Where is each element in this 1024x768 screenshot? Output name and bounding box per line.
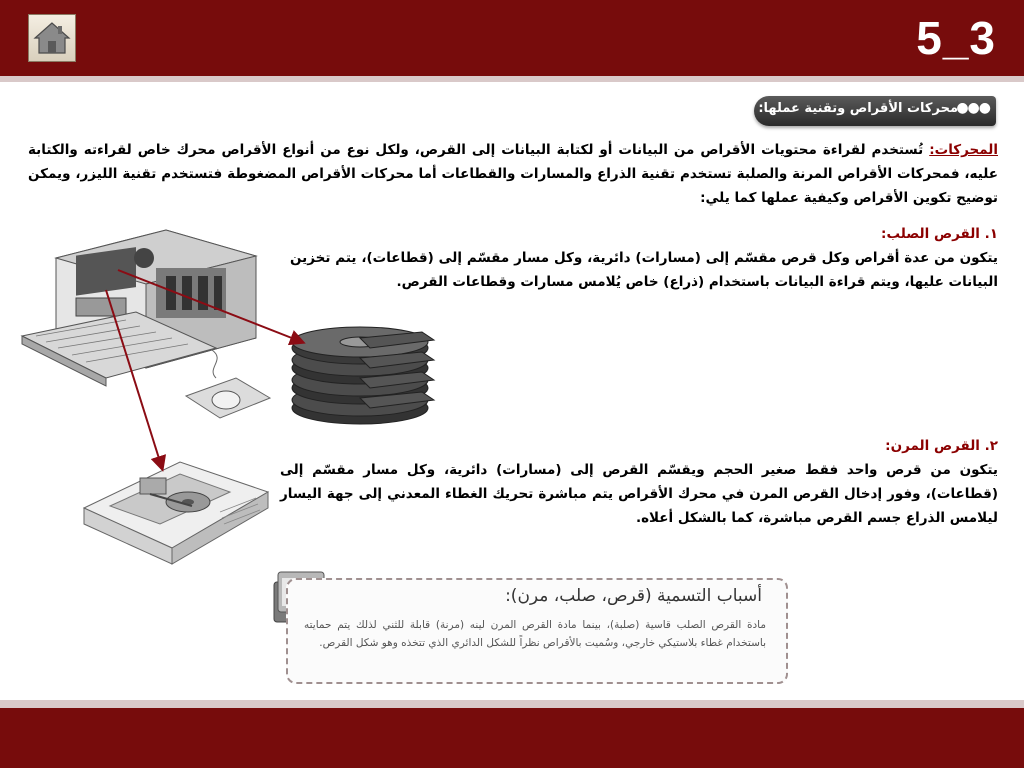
home-icon (33, 19, 71, 57)
hard-disk-platters-illustration (290, 326, 440, 426)
naming-note-box (286, 578, 788, 684)
floppy-drive-illustration (80, 452, 272, 570)
home-button[interactable] (28, 14, 76, 62)
computer-illustration (16, 228, 278, 428)
slide-number: 5_3 (916, 12, 996, 64)
floppy-disk-section (280, 434, 998, 530)
intro-paragraph (28, 138, 998, 210)
header-bar (0, 0, 1024, 82)
intro-term: المحركات: (929, 142, 998, 158)
intro-text: تُستخدم لقراءة محتويات الأقراص من البيانات أو لكتابة البيانات إلى القرص، ولكل نوع من أنواع الأقراص محرك خاص لقراءته والكتابة عليه، فمحركات الأقراص المرنة والصلبة تستخدم تقنية الذراع والمسارات والقطاعات أما محركات الأقراص المضغوطة فتستخدم تقنية الليزر، ويمكن توضيح تكوين الأقراص وكيفية عملها كما يلي: (28, 142, 998, 206)
note-title: أسباب التسمية (قرص، صلب، مرن): (505, 586, 762, 606)
floppy-disk-heading: ٢. القرص المرن: (885, 438, 998, 454)
section-banner (754, 96, 996, 126)
hard-disk-section (290, 222, 998, 294)
section-title: محركات الأقراص وتقنية عملها: (758, 101, 958, 116)
hard-disk-heading: ١. القرص الصلب: (881, 226, 998, 242)
footer-bar (0, 700, 1024, 768)
banner-dots: ●●● (956, 100, 990, 116)
note-text: مادة القرص الصلب قاسية (صلبة)، بينما مادة القرص المرن لينه (مرنة) قابلة للثني لذلك يتم حمايته باستخدام غطاء بلاستيكي خارجي، وسُميت بالأقراص نظراً للشكل الدائري الذي تتخذه وهو شكل القرص. (304, 619, 766, 649)
floppy-disk-text: يتكون من قرص واحد فقط صغير الحجم ويقسّم القرص إلى (مسارات) دائرية، وكل مسار مقسّم إلى (قطاعات)، وفور إدخال القرص المرن في محرك الأقراص يتم مباشرة تحريك الغطاء المعدني إلى جهة اليسار ليلامس الذراع جسم القرص مباشرة، كما بالشكل أعلاه. (280, 462, 998, 526)
hard-disk-text: يتكون من عدة أقراص وكل قرص مقسّم إلى (مسارات) دائرية، وكل مسار مقسّم إلى (قطاعات)، يتم تخزين البيانات عليها، ويتم قراءة البيانات باستخدام (ذراع) خاص يُلامس مسارات وقطاعات القرص. (290, 250, 998, 290)
